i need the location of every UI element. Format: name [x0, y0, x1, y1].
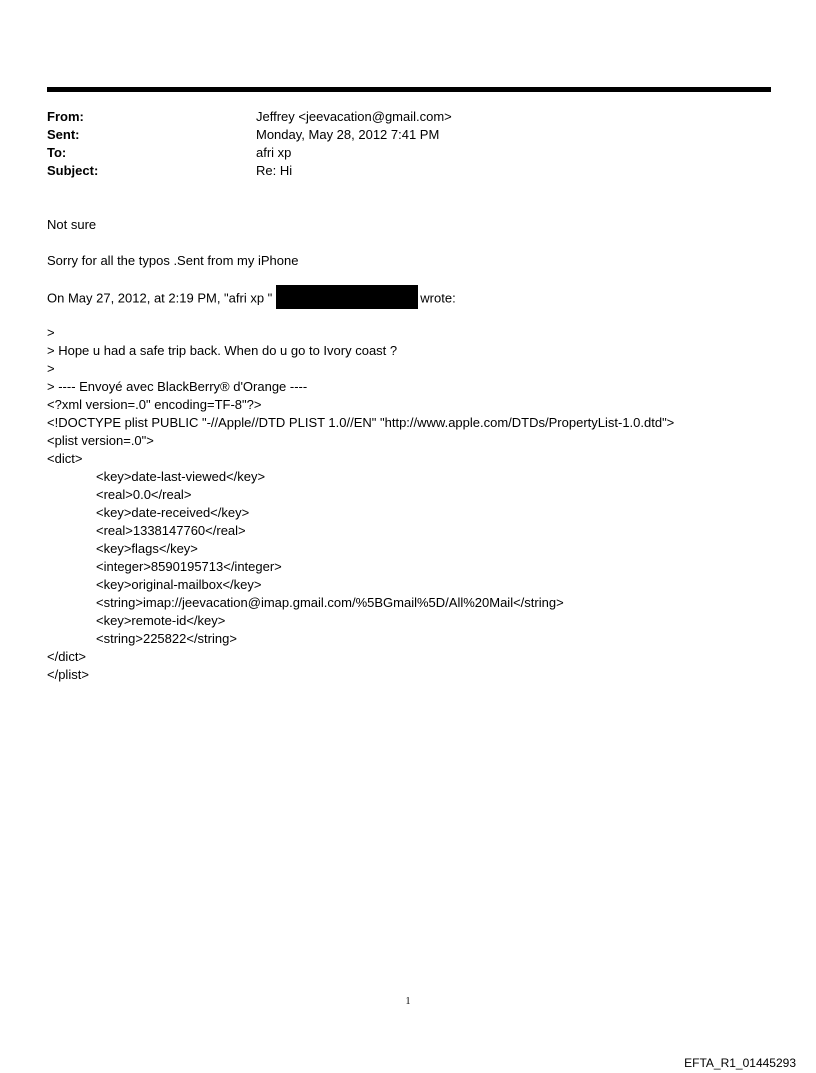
- xml-line: <integer>8590195713</integer>: [96, 559, 282, 574]
- from-label: From:: [47, 109, 84, 124]
- quoted-line: >: [47, 325, 55, 340]
- subject-value: Re: Hi: [256, 163, 293, 178]
- xml-line: <key>remote-id</key>: [96, 613, 226, 628]
- subject-label: Subject:: [47, 163, 99, 178]
- page-number: 1: [405, 996, 411, 1007]
- xml-line: <real>1338147760</real>: [96, 523, 246, 538]
- xml-line: <key>date-received</key>: [96, 505, 250, 520]
- xml-line: <plist version=.0">: [47, 433, 154, 448]
- to-label: To:: [47, 145, 67, 160]
- from-value: Jeffrey <jeevacation@gmail.com>: [256, 109, 452, 124]
- quote-intro-after: wrote:: [420, 290, 456, 306]
- to-value: afri xp: [256, 145, 292, 160]
- quote-intro: [47, 287, 456, 311]
- quoted-line: >: [47, 361, 55, 376]
- xml-line: <dict>: [47, 451, 83, 466]
- body-line: Sorry for all the typos .Sent from my iPhone: [47, 253, 299, 268]
- xml-line: </plist>: [47, 667, 89, 682]
- sent-value: Monday, May 28, 2012 7:41 PM: [256, 127, 440, 142]
- xml-line: <key>date-last-viewed</key>: [96, 469, 266, 484]
- xml-line: </dict>: [47, 649, 87, 664]
- sent-label: Sent:: [47, 127, 80, 142]
- xml-line: <!DOCTYPE plist PUBLIC "-//Apple//DTD PLIST 1.0//EN" "http://www.apple.com/DTDs/PropertyList-1.0.dtd">: [47, 415, 675, 430]
- body-line: Not sure: [47, 217, 97, 232]
- xml-line: <string>225822</string>: [96, 631, 237, 646]
- redaction-box: [276, 285, 418, 309]
- quote-intro-before: On May 27, 2012, at 2:19 PM, "afri xp ": [47, 290, 273, 306]
- xml-line: <key>flags</key>: [96, 541, 198, 556]
- quoted-line: > ---- Envoyé avec BlackBerry® d'Orange ----: [47, 379, 308, 394]
- quoted-line: > Hope u had a safe trip back. When do u go to Ivory coast ?: [47, 343, 398, 358]
- xml-line: <string>imap://jeevacation@imap.gmail.com/%5BGmail%5D/All%20Mail</string>: [96, 595, 564, 610]
- header-divider: [47, 87, 771, 92]
- xml-line: <key>original-mailbox</key>: [96, 577, 262, 592]
- xml-line: <?xml version=.0" encoding=TF-8"?>: [47, 397, 262, 412]
- xml-line: <real>0.0</real>: [96, 487, 192, 502]
- bates-number: EFTA_R1_01445293: [684, 1056, 796, 1070]
